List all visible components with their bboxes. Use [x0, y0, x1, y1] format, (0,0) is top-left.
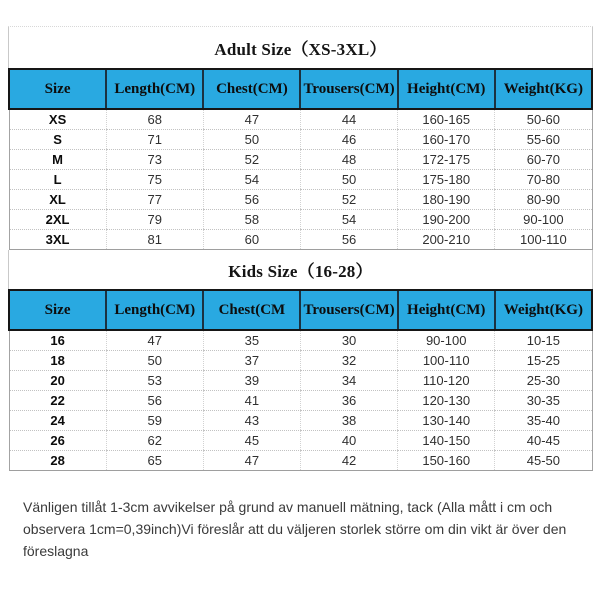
- adult-table-body: [9, 109, 592, 250]
- table-cell: 20: [9, 371, 106, 391]
- table-cell: 32: [300, 351, 397, 371]
- column-header: Chest(CM): [203, 69, 300, 109]
- table-cell: 73: [106, 150, 203, 170]
- table-cell: 30: [300, 330, 397, 351]
- table-cell: 38: [300, 411, 397, 431]
- adult-size-table: [8, 68, 593, 250]
- table-cell: 16: [9, 330, 106, 351]
- table-cell: 54: [300, 210, 397, 230]
- table-row: [9, 230, 592, 250]
- column-header: Weight(KG): [495, 290, 592, 330]
- table-cell: 68: [106, 109, 203, 130]
- table-cell: 58: [203, 210, 300, 230]
- kids-table-body: [9, 330, 592, 471]
- table-cell: 77: [106, 190, 203, 210]
- table-cell: 90-100: [495, 210, 592, 230]
- table-row: [9, 431, 592, 451]
- table-cell: L: [9, 170, 106, 190]
- table-cell: 160-170: [398, 130, 495, 150]
- table-cell: 30-35: [495, 391, 592, 411]
- table-cell: 44: [300, 109, 397, 130]
- table-cell: 71: [106, 130, 203, 150]
- table-cell: 60-70: [495, 150, 592, 170]
- table-cell: 55-60: [495, 130, 592, 150]
- column-header: Chest(CM: [203, 290, 300, 330]
- table-cell: 90-100: [398, 330, 495, 351]
- table-row: [9, 210, 592, 230]
- table-cell: 18: [9, 351, 106, 371]
- table-cell: 15-25: [495, 351, 592, 371]
- table-cell: 50: [300, 170, 397, 190]
- column-header: Weight(KG): [495, 69, 592, 109]
- table-cell: 22: [9, 391, 106, 411]
- table-cell: 79: [106, 210, 203, 230]
- table-cell: 56: [203, 190, 300, 210]
- adult-size-section: [8, 27, 593, 250]
- table-cell: 130-140: [398, 411, 495, 431]
- column-header: Size: [9, 69, 106, 109]
- table-cell: 45: [203, 431, 300, 451]
- table-cell: 52: [300, 190, 397, 210]
- table-row: [9, 351, 592, 371]
- table-cell: 150-160: [398, 451, 495, 471]
- table-cell: 80-90: [495, 190, 592, 210]
- table-cell: 75: [106, 170, 203, 190]
- table-row: [9, 170, 592, 190]
- column-header: Trousers(CM): [300, 69, 397, 109]
- adult-size-title: Adult Size（XS-3XL）: [8, 27, 593, 68]
- table-cell: 25-30: [495, 371, 592, 391]
- table-cell: 100-110: [495, 230, 592, 250]
- table-row: [9, 411, 592, 431]
- table-cell: 41: [203, 391, 300, 411]
- table-cell: 37: [203, 351, 300, 371]
- table-cell: 34: [300, 371, 397, 391]
- table-cell: 190-200: [398, 210, 495, 230]
- table-cell: 56: [300, 230, 397, 250]
- table-cell: 160-165: [398, 109, 495, 130]
- table-cell: 46: [300, 130, 397, 150]
- table-cell: 52: [203, 150, 300, 170]
- table-row: [9, 130, 592, 150]
- table-cell: XS: [9, 109, 106, 130]
- table-cell: 175-180: [398, 170, 495, 190]
- table-cell: XL: [9, 190, 106, 210]
- table-cell: 62: [106, 431, 203, 451]
- column-header: Height(CM): [398, 69, 495, 109]
- table-cell: 47: [106, 330, 203, 351]
- table-cell: 35: [203, 330, 300, 351]
- table-cell: 140-150: [398, 431, 495, 451]
- size-chart-sheet: [8, 26, 593, 471]
- table-cell: 43: [203, 411, 300, 431]
- kids-size-title: Kids Size（16-28）: [8, 250, 593, 289]
- table-row: [9, 109, 592, 130]
- table-cell: 54: [203, 170, 300, 190]
- table-cell: 53: [106, 371, 203, 391]
- table-cell: 47: [203, 451, 300, 471]
- table-row: [9, 330, 592, 351]
- measurement-note: Vänligen tillåt 1-3cm avvikelser på grund av manuell mätning, tack (Alla mått i cm och observera 1cm=0,39inch)Vi föreslår att du väljeren storlek större om din vikt är över den föreslagna: [23, 499, 567, 559]
- table-cell: M: [9, 150, 106, 170]
- kids-header-row: [9, 290, 592, 330]
- table-cell: 39: [203, 371, 300, 391]
- table-row: [9, 371, 592, 391]
- table-cell: 3XL: [9, 230, 106, 250]
- table-cell: 81: [106, 230, 203, 250]
- table-cell: 60: [203, 230, 300, 250]
- table-cell: 59: [106, 411, 203, 431]
- column-header: Height(CM): [398, 290, 495, 330]
- adult-header-row: [9, 69, 592, 109]
- table-cell: 50: [106, 351, 203, 371]
- table-cell: 47: [203, 109, 300, 130]
- table-cell: 100-110: [398, 351, 495, 371]
- table-cell: 200-210: [398, 230, 495, 250]
- column-header: Trousers(CM): [300, 290, 397, 330]
- table-cell: 45-50: [495, 451, 592, 471]
- table-cell: 42: [300, 451, 397, 471]
- table-row: [9, 190, 592, 210]
- table-cell: 50-60: [495, 109, 592, 130]
- table-cell: 120-130: [398, 391, 495, 411]
- table-cell: 50: [203, 130, 300, 150]
- table-cell: S: [9, 130, 106, 150]
- table-cell: 40: [300, 431, 397, 451]
- table-cell: 36: [300, 391, 397, 411]
- table-cell: 2XL: [9, 210, 106, 230]
- kids-size-section: [8, 250, 593, 471]
- table-cell: 110-120: [398, 371, 495, 391]
- table-cell: 172-175: [398, 150, 495, 170]
- table-cell: 180-190: [398, 190, 495, 210]
- table-cell: 70-80: [495, 170, 592, 190]
- table-cell: 56: [106, 391, 203, 411]
- table-row: [9, 451, 592, 471]
- table-cell: 40-45: [495, 431, 592, 451]
- table-row: [9, 150, 592, 170]
- kids-size-table: [8, 289, 593, 471]
- column-header: Length(CM): [106, 69, 203, 109]
- table-cell: 24: [9, 411, 106, 431]
- table-cell: 65: [106, 451, 203, 471]
- table-cell: 35-40: [495, 411, 592, 431]
- table-cell: 26: [9, 431, 106, 451]
- table-cell: 10-15: [495, 330, 592, 351]
- table-cell: 48: [300, 150, 397, 170]
- column-header: Length(CM): [106, 290, 203, 330]
- table-row: [9, 391, 592, 411]
- column-header: Size: [9, 290, 106, 330]
- table-cell: 28: [9, 451, 106, 471]
